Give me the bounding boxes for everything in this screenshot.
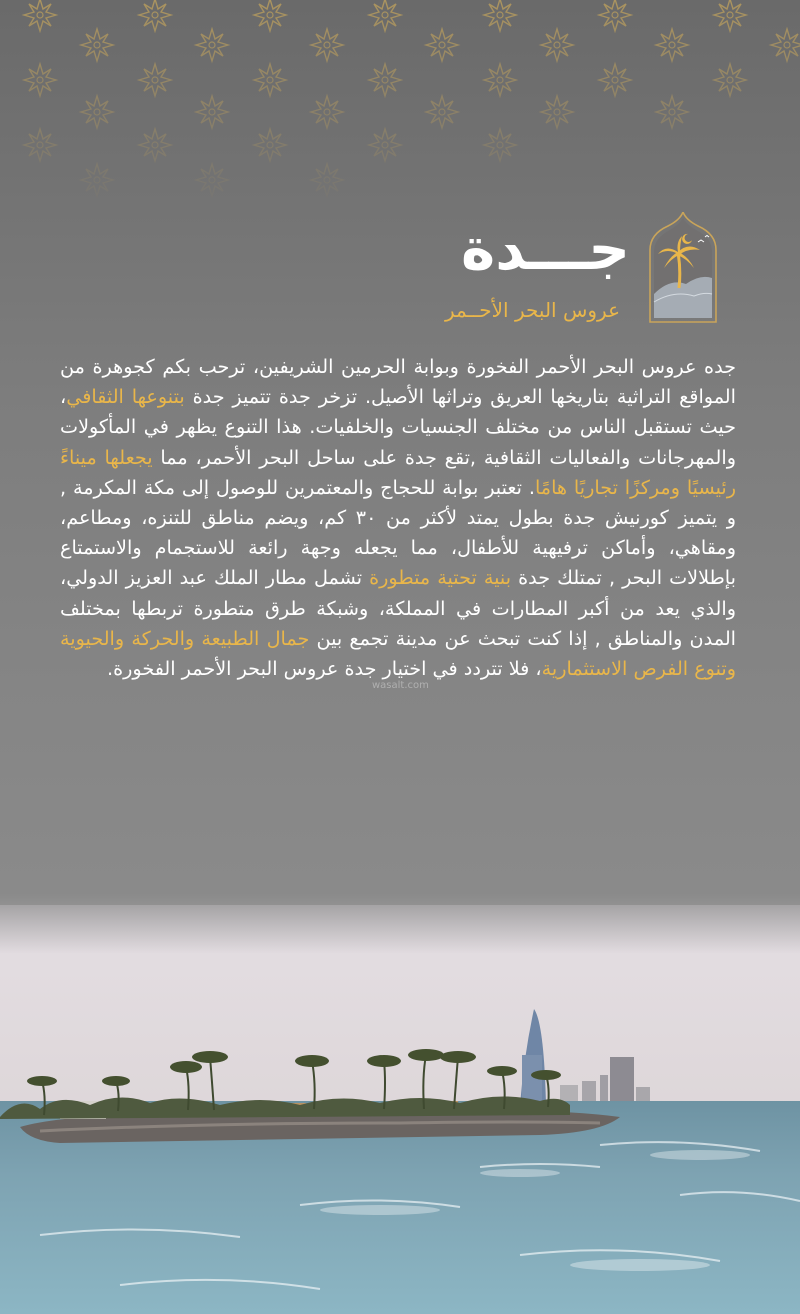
jeddah-corniche-photo (0, 905, 800, 1314)
highlight-main-port: يجعلها ميناءً رئيسيًا ومركزًا تجاريًا هامًا (60, 445, 736, 499)
page-subtitle: عروس البحر الأحــمر (444, 298, 620, 322)
description-paragraph (60, 352, 736, 684)
text-segment: ، فلا تتردد في اختيار جدة عروس البحر الأحمر الفخورة. (106, 657, 542, 681)
page-title: جـــدة (460, 215, 630, 283)
highlight-nature-and-opportunities: جمال الطبيعة والحركة والحيوية وتنوع الفرص الاستثمارية (60, 626, 736, 681)
highlight-infrastructure: بنية تحتية متطورة (369, 566, 512, 590)
text-segment: ، حيث تستقبل الناس من مختلف الجنسيات والخلفيات. هذا التنوع يظهر في المأكولات والمهرجانات والفعاليات الثقافية ,تقع جدة على ساحل البحر الأحمر، مما (60, 385, 736, 469)
text-segment: . تعتبر بوابة للحجاج والمعتمرين للوصول إلى مكة المكرمة , و يتميز كورنيش جدة بطول يمتد لأكثر من ٣٠ كم، ويضم مناطق للتنزه، ومطاعم، ومقاهي، وأماكن ترفيهية للأطفال، مما يجعله وجهة رائعة للاستجمام والاستمتاع بإطلالات البحر , تمتلك جدة (60, 475, 736, 590)
text-segment: تشمل مطار الملك عبد العزيز الدولي، والذي يعد من أكبر المطارات في المملكة، وشبكة طرق متطورة تربطها بمختلف المدن والمناطق , إذا كنت تبحث عن مدينة تجمع بين (60, 566, 736, 650)
watermark: wasalt.com (372, 680, 429, 691)
palm-tree-arch-icon (648, 212, 718, 324)
highlight-cultural-diversity: بتنوعها الثقافي (66, 385, 185, 409)
text-segment: جده عروس البحر الأحمر الفخورة وبوابة الحرمين الشريفين، ترحب بكم كجوهرة من المواقع التراثية بتاريخها العريق وتراثها الأصيل. تزخر جدة تتميز جدة (60, 355, 736, 409)
header (0, 212, 800, 332)
